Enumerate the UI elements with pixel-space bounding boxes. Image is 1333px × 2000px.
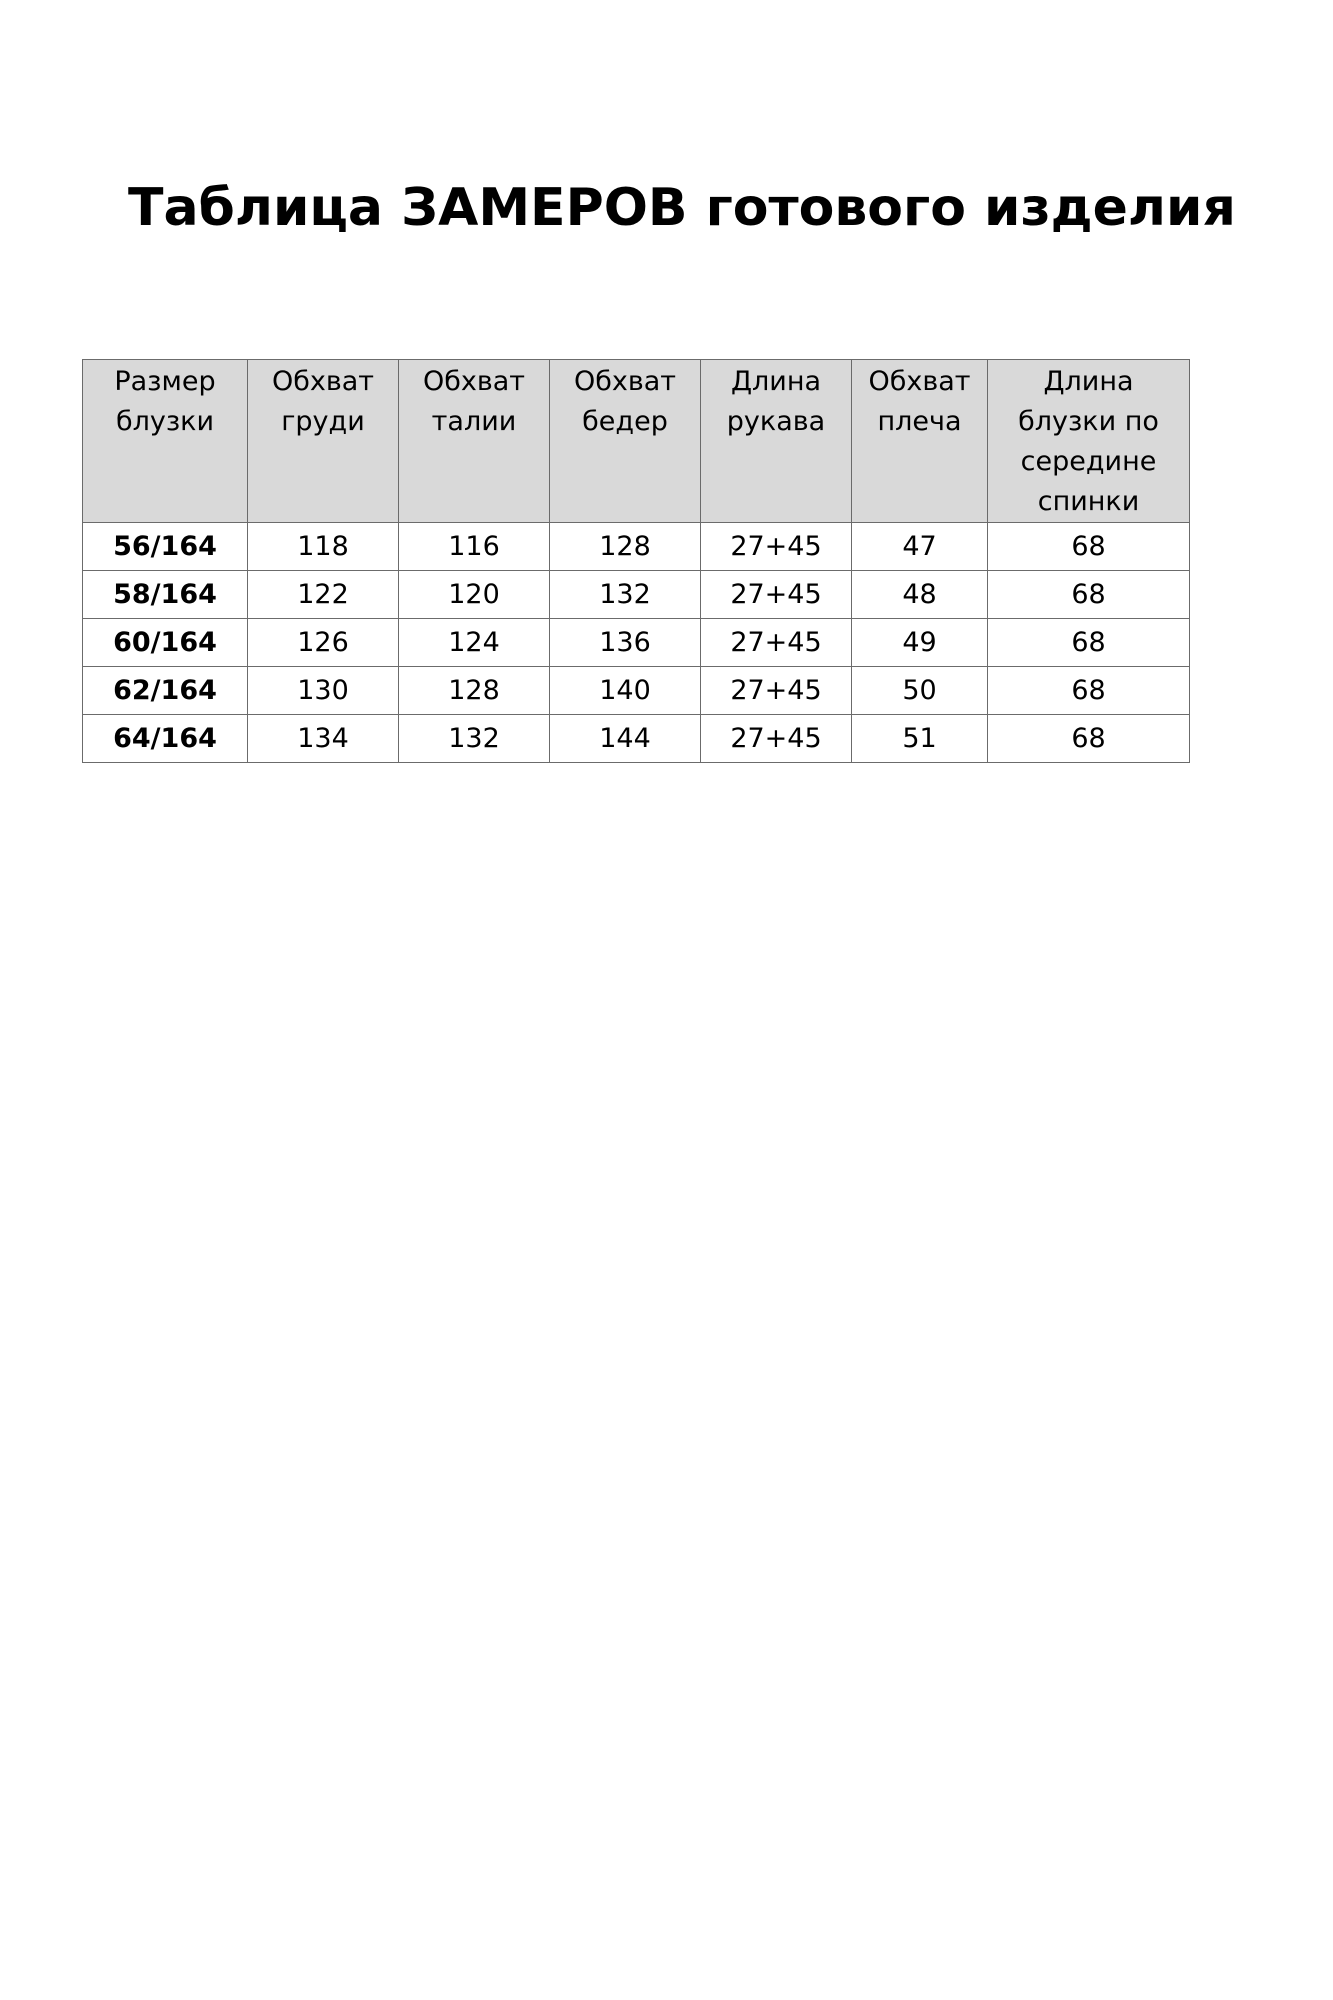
sleeve-length-cell: 27+45 [701,715,852,763]
header-line: блузки [115,406,215,437]
sleeve-length-cell: 27+45 [701,667,852,715]
header-line: плеча [877,406,962,437]
header-line: Длина [1043,366,1134,397]
sleeve-length-cell: 27+45 [701,619,852,667]
chest-cell: 126 [248,619,399,667]
header-line: середине [1020,446,1157,477]
header-back-length [988,360,1190,523]
size-cell: 56/164 [83,523,248,571]
hips-cell: 144 [550,715,701,763]
chest-cell: 130 [248,667,399,715]
header-line: талии [431,406,517,437]
page-title: Таблица ЗАМЕРОВ готового изделия [128,178,1236,238]
waist-cell: 124 [399,619,550,667]
header-hips [550,360,701,523]
table-row [83,619,1190,667]
chest-cell: 134 [248,715,399,763]
table-row [83,715,1190,763]
header-shoulder [852,360,988,523]
back-length-cell: 68 [988,619,1190,667]
header-line: рукава [726,406,826,437]
size-cell: 62/164 [83,667,248,715]
header-line: Обхват [422,366,526,397]
hips-cell: 136 [550,619,701,667]
back-length-cell: 68 [988,667,1190,715]
size-cell: 64/164 [83,715,248,763]
header-line: Обхват [573,366,677,397]
hips-cell: 128 [550,523,701,571]
sleeve-length-cell: 27+45 [701,523,852,571]
header-size [83,360,248,523]
header-sleeve-length [701,360,852,523]
waist-cell: 116 [399,523,550,571]
hips-cell: 132 [550,571,701,619]
waist-cell: 120 [399,571,550,619]
chest-cell: 122 [248,571,399,619]
header-chest [248,360,399,523]
waist-cell: 132 [399,715,550,763]
header-line: спинки [1037,486,1140,517]
header-line: Размер [114,366,216,397]
hips-cell: 140 [550,667,701,715]
back-length-cell: 68 [988,571,1190,619]
back-length-cell: 68 [988,523,1190,571]
shoulder-cell: 47 [852,523,988,571]
chest-cell: 118 [248,523,399,571]
header-waist [399,360,550,523]
header-line: блузки по [1018,406,1159,437]
shoulder-cell: 51 [852,715,988,763]
size-cell: 58/164 [83,571,248,619]
header-line: Обхват [271,366,375,397]
back-length-cell: 68 [988,715,1190,763]
header-line: Обхват [868,366,971,397]
waist-cell: 128 [399,667,550,715]
header-line: бедер [582,406,668,437]
table-row [83,571,1190,619]
table-header-row [83,360,1190,523]
shoulder-cell: 50 [852,667,988,715]
header-line: Длина [730,366,822,397]
header-line: груди [281,406,365,437]
table-row [83,667,1190,715]
sleeve-length-cell: 27+45 [701,571,852,619]
size-measurements-table [82,359,1190,763]
size-cell: 60/164 [83,619,248,667]
table-row [83,523,1190,571]
shoulder-cell: 48 [852,571,988,619]
shoulder-cell: 49 [852,619,988,667]
